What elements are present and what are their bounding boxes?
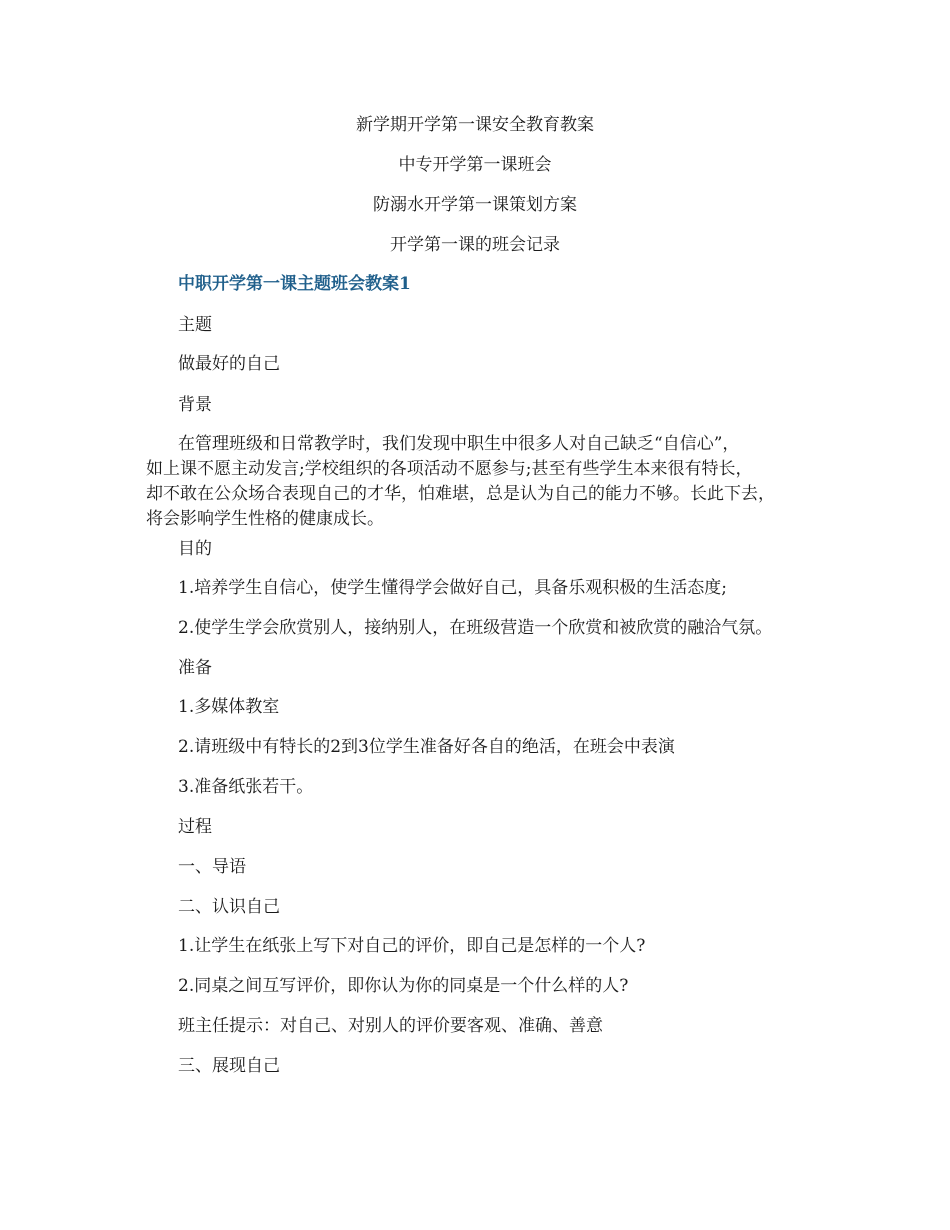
- process-step: 一、导语: [178, 857, 246, 877]
- paragraph-line: 如上课不愿主动发言;学校组织的各项活动不愿参与;甚至有些学生本来很有特长，: [146, 459, 753, 479]
- process-step: 三、展现自己: [178, 1056, 280, 1076]
- process-item: 1.让学生在纸张上写下对自己的评价，即自己是怎样的一个人?: [178, 936, 646, 956]
- related-title[interactable]: 中专开学第一课班会: [398, 155, 552, 175]
- paragraph-line: 将会影响学生性格的健康成长。: [146, 509, 384, 529]
- paragraph-line: 在管理班级和日常教学时，我们发现中职生中很多人对自己缺乏“自信心”，: [178, 434, 740, 454]
- section-label-preparation: 准备: [178, 658, 212, 678]
- paragraph-line: 却不敢在公众场合表现自己的才华，怕难堪，总是认为自己的能力不够。长此下去，: [146, 484, 775, 504]
- process-step: 二、认识自己: [178, 897, 280, 917]
- purpose-item: 1.培养学生自信心，使学生懂得学会做好自己，具备乐观积极的生活态度;: [178, 578, 727, 598]
- preparation-item: 3.准备纸张若干。: [178, 777, 314, 797]
- purpose-item: 2.使学生学会欣赏别人，接纳别人，在班级营造一个欣赏和被欣赏的融洽气氛。: [178, 618, 773, 638]
- related-title[interactable]: 新学期开学第一课安全教育教案: [356, 115, 594, 135]
- topic-text: 做最好的自己: [178, 354, 280, 374]
- background-paragraph: [146, 432, 826, 532]
- section-label-purpose: 目的: [178, 539, 212, 559]
- section-label-topic: 主题: [178, 315, 212, 335]
- process-item: 2.同桌之间互写评价，即你认为你的同桌是一个什么样的人?: [178, 976, 629, 996]
- section-label-background: 背景: [178, 395, 212, 415]
- related-title[interactable]: 防溺水开学第一课策划方案: [373, 195, 577, 215]
- section-label-process: 过程: [178, 817, 212, 837]
- preparation-item: 1.多媒体教室: [178, 697, 280, 717]
- article-heading: 中职开学第一课主题班会教案1: [178, 274, 411, 294]
- teacher-tip: 班主任提示：对自己、对别人的评价要客观、准确、善意: [178, 1016, 603, 1036]
- preparation-item: 2.请班级中有特长的2到3位学生准备好各自的绝活，在班会中表演: [178, 737, 675, 757]
- related-title[interactable]: 开学第一课的班会记录: [390, 235, 560, 255]
